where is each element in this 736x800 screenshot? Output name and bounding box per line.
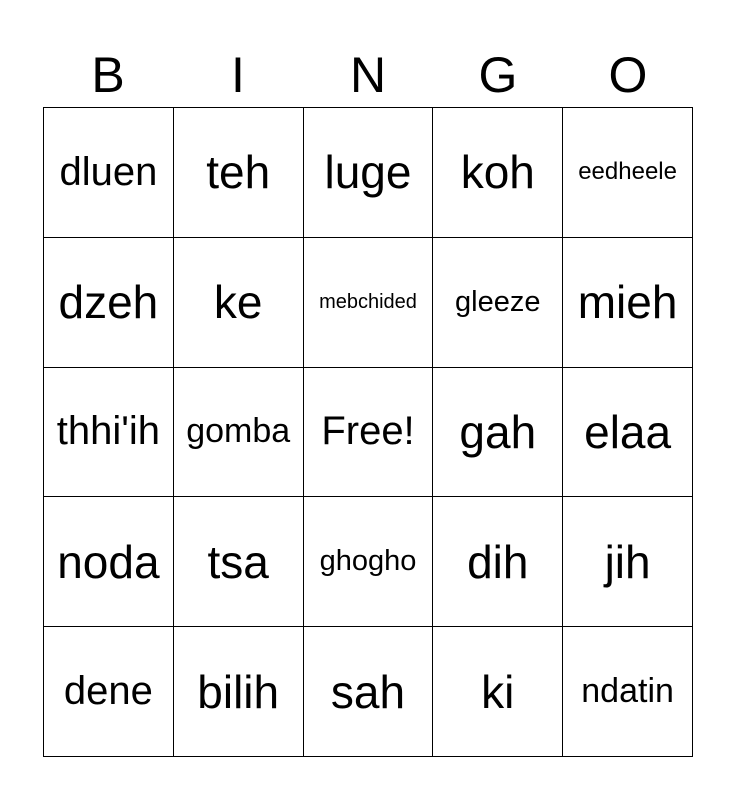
cell-word: koh <box>460 146 535 199</box>
cell-word: gleeze <box>455 285 541 318</box>
bingo-cell[interactable] <box>174 627 304 757</box>
cell-word: gah <box>459 405 537 458</box>
bingo-cell[interactable] <box>433 497 563 627</box>
bingo-cell[interactable] <box>44 497 174 627</box>
header-letter-o: O <box>608 47 648 103</box>
header-letter-b: B <box>91 47 125 103</box>
bingo-cell[interactable] <box>304 238 434 368</box>
bingo-cell[interactable] <box>563 497 693 627</box>
cell-word: ki <box>481 665 515 718</box>
bingo-cell[interactable] <box>44 368 174 498</box>
cell-word: eedheele <box>578 158 677 186</box>
bingo-cell[interactable] <box>433 238 563 368</box>
cell-word: luge <box>324 146 412 199</box>
bingo-cell[interactable] <box>433 627 563 757</box>
cell-word: ghogho <box>319 545 417 578</box>
cell-word: mieh <box>577 276 678 329</box>
bingo-cell[interactable] <box>563 627 693 757</box>
cell-word: dzeh <box>58 276 159 329</box>
bingo-cell[interactable] <box>304 497 434 627</box>
cell-word: dene <box>63 669 153 714</box>
cell-word: jih <box>604 535 651 588</box>
bingo-cell[interactable] <box>304 627 434 757</box>
bingo-cell[interactable] <box>563 368 693 498</box>
cell-word: tsa <box>207 535 269 588</box>
cell-word: Free! <box>321 409 415 454</box>
header-letter-n: N <box>349 47 387 103</box>
bingo-cell[interactable] <box>563 238 693 368</box>
cell-word: ke <box>213 276 263 329</box>
cell-word: ndatin <box>581 672 674 711</box>
cell-word: dih <box>467 535 529 588</box>
header-letter-i: I <box>231 47 245 103</box>
bingo-cell[interactable] <box>433 108 563 238</box>
bingo-cell[interactable] <box>44 627 174 757</box>
bingo-cell[interactable] <box>44 108 174 238</box>
bingo-cell[interactable] <box>174 108 304 238</box>
bingo-cell[interactable] <box>174 238 304 368</box>
bingo-board <box>43 107 693 757</box>
bingo-cell[interactable] <box>174 497 304 627</box>
bingo-cell[interactable] <box>174 368 304 498</box>
cell-word: thhi'ih <box>56 409 161 454</box>
bingo-cell[interactable] <box>44 238 174 368</box>
cell-word: dluen <box>59 149 158 194</box>
bingo-cell[interactable] <box>563 108 693 238</box>
cell-word: gomba <box>186 412 291 451</box>
header-letter-g: G <box>478 47 518 103</box>
bingo-cell[interactable] <box>304 108 434 238</box>
bingo-header <box>43 45 693 105</box>
cell-word: noda <box>57 535 160 588</box>
cell-word: elaa <box>584 405 672 458</box>
cell-word: sah <box>330 665 406 718</box>
cell-word: bilih <box>197 665 280 718</box>
bingo-cell[interactable] <box>433 368 563 498</box>
cell-word: teh <box>206 146 271 199</box>
bingo-cell free-space[interactable] <box>304 368 434 498</box>
cell-word: mebchided <box>319 290 417 313</box>
